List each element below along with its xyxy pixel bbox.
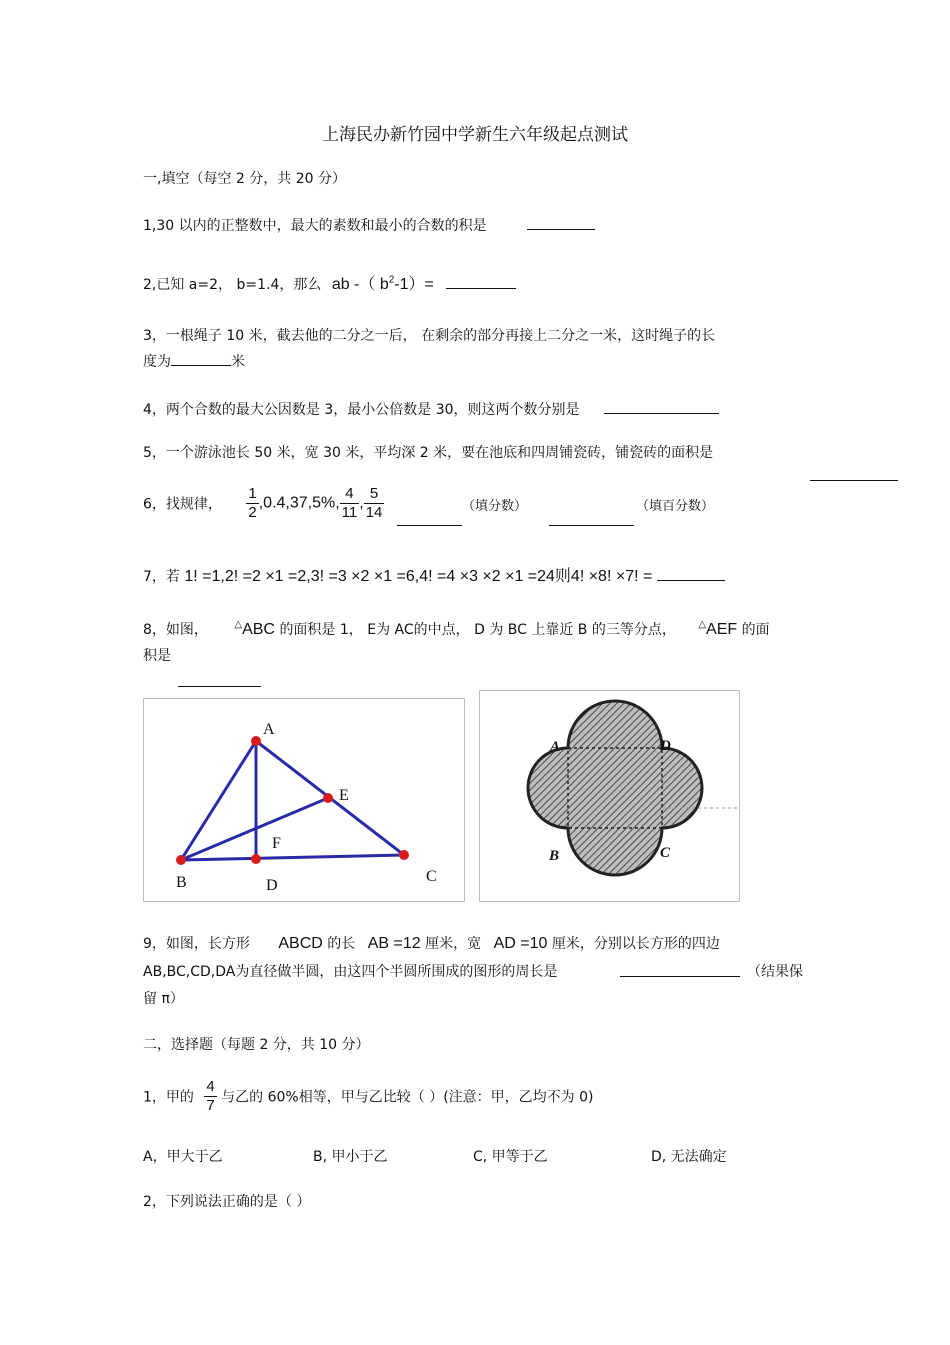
triangle-abc-label	[234, 621, 275, 638]
page-title: 上海民办新竹园中学新生六年级起点测试	[322, 125, 628, 145]
answer-blank[interactable]	[604, 399, 719, 414]
option-a[interactable]: A，甲大于乙	[143, 1149, 223, 1165]
section1-heading: 一,填空（每空 2 分，共 20 分）	[143, 171, 346, 187]
note-fill-percent: （填百分数）	[636, 499, 715, 514]
triangle-lines	[181, 741, 404, 860]
question-1-6	[143, 485, 384, 522]
answer-blank-fraction[interactable]	[397, 511, 462, 526]
question-text: 1,30 以内的正整数中，最大的素数和最小的合数的积是	[143, 218, 487, 234]
triangle-aef-label	[698, 621, 737, 638]
question-1-1	[143, 215, 595, 235]
fraction	[204, 1078, 216, 1115]
question-text: 度为	[143, 354, 171, 370]
triangle-icon: △	[234, 619, 243, 630]
question-1-3-line1: 3，一根绳子 10 米，截去他的二分之一后， 在剩余的部分再接上二分之一米，这时绳子的长	[143, 328, 716, 344]
label-c: C	[426, 868, 437, 885]
triangle-diagram	[144, 699, 464, 901]
question-1-3-line2	[143, 351, 245, 371]
answer-blank[interactable]	[620, 962, 740, 977]
expr-part: -1）=	[394, 276, 434, 293]
label-d: D	[266, 877, 278, 894]
question-2-1	[143, 1078, 593, 1115]
point-a	[251, 736, 261, 746]
question-text: 7，若	[143, 569, 180, 585]
question-1-8-line2: 积是	[143, 648, 171, 664]
label-b: B	[176, 874, 187, 891]
math-expression	[332, 276, 434, 293]
math-abcd: ABCD	[278, 935, 323, 952]
question-text: 的面	[741, 622, 770, 638]
denominator: 14	[365, 504, 383, 521]
denominator: 2	[248, 504, 257, 521]
question-text: 1，甲的	[143, 1089, 194, 1106]
point-b	[176, 855, 186, 865]
math-ab: AB =12	[367, 935, 421, 952]
comma: ,	[359, 494, 364, 512]
answer-blank[interactable]	[527, 215, 595, 230]
fraction	[246, 485, 258, 522]
label-e: E	[339, 787, 349, 804]
question-text: 8，如图，	[143, 622, 208, 638]
segment-bc	[181, 855, 404, 860]
question-text: 4，两个合数的最大公因数是 3，最小公倍数是 30，则这两个数分别是	[143, 402, 580, 418]
triangle-points	[176, 736, 409, 865]
answer-blank[interactable]	[446, 274, 516, 289]
label-a: A	[263, 721, 275, 738]
section2-heading: 二，选择题（每题 2 分，共 10 分）	[143, 1037, 370, 1053]
question-text: 厘米，宽	[425, 936, 482, 952]
sequence-text: ,0.4,37,5%,	[258, 494, 340, 512]
denominator: 7	[206, 1097, 215, 1114]
question-1-7	[143, 563, 725, 586]
option-d[interactable]: D, 无法确定	[651, 1149, 727, 1165]
question-2-2: 2，下列说法正确的是（ ）	[143, 1194, 311, 1210]
question-text: 2,已知 a=2， b=1.4，那么	[143, 277, 322, 293]
question-text: 的面积是 1， E为 AC的中点， D 为 BC 上靠近 B 的三等分点，	[279, 622, 676, 638]
fraction	[340, 485, 360, 522]
label-c: C	[660, 845, 671, 861]
answer-blank-percent[interactable]	[549, 511, 634, 526]
answer-blank[interactable]	[178, 672, 261, 687]
segment-ab	[181, 741, 256, 860]
question-text: 厘米，分别以长方形的四边	[551, 936, 720, 952]
denominator: 11	[341, 504, 358, 521]
unit-text: 米	[231, 354, 245, 370]
answer-blank[interactable]	[810, 466, 898, 481]
numerator: 4	[340, 485, 360, 504]
fraction	[364, 485, 385, 522]
label-f: F	[272, 835, 281, 852]
expr-part: ab -（ b	[331, 276, 389, 293]
numerator: 5	[364, 485, 385, 504]
point-e	[323, 793, 333, 803]
point-d	[251, 854, 261, 864]
question-1-8-line1	[143, 619, 770, 639]
semicircle-diagram	[480, 691, 739, 901]
label-a: A	[550, 739, 561, 755]
semicircle-figure	[479, 690, 740, 902]
question-text: 9，如图，长方形	[143, 936, 250, 952]
question-1-9-line1	[143, 933, 720, 953]
question-text: 与乙的 60%相等，甲与乙比较（ ）(注意：甲，乙均不为 0)	[221, 1089, 594, 1106]
factorial-expression: 1! =1,2! =2 ×1 =2,3! =3 ×2 ×1 =6,4! =4 ×3 ×2 ×1 =24则4! ×8! ×7! =	[184, 568, 653, 585]
note-fill-fraction: （填分数）	[462, 499, 528, 514]
answer-blank[interactable]	[171, 351, 231, 366]
question-1-9-suffix: （结果保	[747, 964, 803, 980]
label-b: B	[549, 848, 560, 864]
question-1-2	[143, 271, 516, 294]
question-1-4	[143, 399, 719, 419]
question-1-9-line3: 留 π）	[143, 991, 184, 1007]
triangle-figure	[143, 698, 465, 902]
numerator: 4	[206, 1078, 215, 1095]
math-ad: AD =10	[493, 935, 548, 952]
answer-blank[interactable]	[657, 566, 725, 581]
question-1-5: 5，一个游泳池长 50 米，宽 30 米，平均深 2 米，要在池底和四周铺瓷砖，铺瓷砖的面积是	[143, 445, 714, 461]
question-1-9-line2: AB,BC,CD,DA为直径做半圆，由这四个半圆所围成的图形的周长是	[143, 964, 558, 980]
point-c	[399, 850, 409, 860]
label-d: D	[660, 738, 671, 754]
question-text: 6，找规律，	[143, 496, 222, 513]
triangle-icon: △	[698, 619, 707, 630]
numerator: 1	[248, 485, 257, 502]
question-text: 的长	[327, 936, 356, 952]
triangle-name: ABC	[242, 621, 275, 638]
triangle-name: AEF	[706, 621, 738, 638]
exponent: 2	[388, 274, 395, 286]
option-b[interactable]: B, 甲小于乙	[313, 1149, 388, 1165]
option-c[interactable]: C, 甲等于乙	[473, 1149, 548, 1165]
